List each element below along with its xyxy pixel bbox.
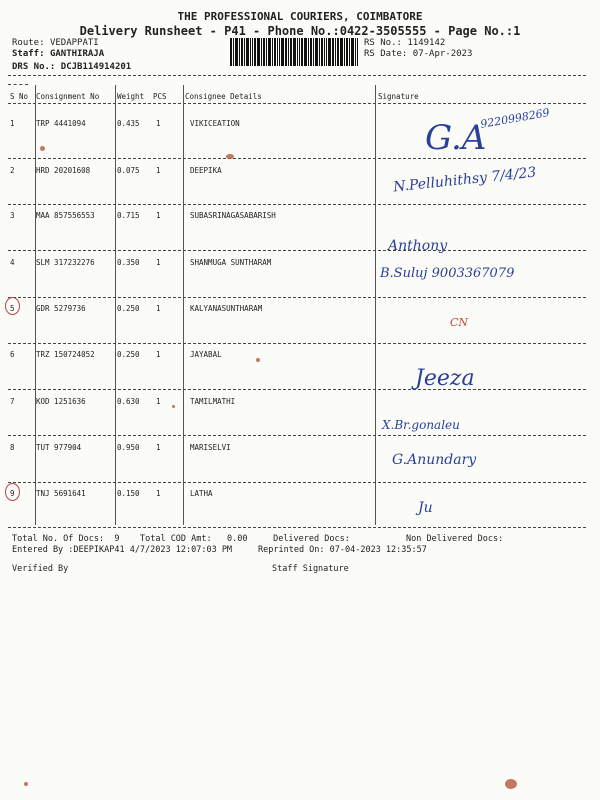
- row-weight: 0.250: [117, 350, 140, 359]
- footer-non-delivered: Non Delivered Docs:: [406, 534, 504, 544]
- row-pcs: 1: [156, 166, 161, 175]
- footer-reprinted: Reprinted On: 07-04-2023 12:35:57: [258, 545, 427, 555]
- row-sno: 3: [10, 211, 15, 220]
- column-header-divider: [8, 103, 586, 104]
- row-weight: 0.250: [117, 304, 140, 313]
- handwritten-signature: G.Anundary: [392, 452, 477, 468]
- row-consignment: TNJ 5691641: [36, 489, 86, 498]
- handwritten-circle: [5, 483, 20, 501]
- row-pcs: 1: [156, 119, 161, 128]
- row-divider: [8, 389, 586, 390]
- row-weight: 0.150: [117, 489, 140, 498]
- handwritten-signature: X.Br.gonaleu: [382, 418, 460, 432]
- row-pcs: 1: [156, 350, 161, 359]
- header-divider: [8, 75, 586, 76]
- row-consignment: TRZ 150724052: [36, 350, 95, 359]
- footer-totals: Total No. Of Docs: 9 Total COD Amt: 0.00 Delivered Docs:: [12, 534, 350, 544]
- stain: [40, 146, 45, 151]
- row-pcs: 1: [156, 443, 161, 452]
- stain: [172, 405, 175, 408]
- row-pcs: 1: [156, 397, 161, 406]
- row-consignee: SUBASRINAGASABARISH: [190, 211, 276, 220]
- col-consignment: Consignment No: [36, 92, 100, 101]
- rs-no-line: RS No.: 1149142: [364, 38, 446, 48]
- runsheet-subtitle: Delivery Runsheet - P41 - Phone No.:0422-3505555 - Page No.:1: [79, 24, 521, 38]
- row-divider: [8, 158, 586, 159]
- col-sno: S No: [10, 92, 29, 101]
- row-consignment: HRD 20201608: [36, 166, 91, 175]
- row-sno: 9: [10, 489, 15, 498]
- handwritten-phone: 9220998269: [479, 106, 551, 131]
- row-consignee: SHANMUGA SUNTHARAM: [190, 258, 272, 267]
- row-consignee: LATHA: [190, 489, 213, 498]
- col-signature: Signature: [378, 92, 419, 101]
- row-sno: 8: [10, 443, 15, 452]
- row-consignment: KOD 1251636: [36, 397, 86, 406]
- row-consignee: KALYANASUNTHARAM: [190, 304, 263, 313]
- row-pcs: 1: [156, 489, 161, 498]
- row-sno: 1: [10, 119, 15, 128]
- staff-signature-label: Staff Signature: [272, 564, 349, 574]
- stain: [505, 779, 517, 789]
- row-weight: 0.435: [117, 119, 140, 128]
- header-divider-short: [8, 84, 28, 85]
- row-weight: 0.350: [117, 258, 140, 267]
- handwritten-signature: CN: [450, 316, 469, 329]
- row-sno: 4: [10, 258, 15, 267]
- row-consignment: SLM 317232276: [36, 258, 95, 267]
- handwritten-signature: N.Pelluhithsy 7/4/23: [392, 164, 538, 196]
- row-pcs: 1: [156, 211, 161, 220]
- row-consignee: MARISELVI: [190, 443, 231, 452]
- col-pcs: PCS: [153, 92, 167, 101]
- row-divider: [8, 435, 586, 436]
- row-consignee: TAMILMATHI: [190, 397, 236, 406]
- handwritten-signature: Ju: [418, 500, 433, 516]
- row-consignee: DEEPIKA: [190, 166, 222, 175]
- row-sno: 2: [10, 166, 15, 175]
- col-weight: Weight: [117, 92, 145, 101]
- row-consignee: VIKICEATION: [190, 119, 240, 128]
- stain: [256, 358, 260, 362]
- row-divider: [8, 297, 586, 298]
- row-divider: [8, 343, 586, 344]
- stain: [24, 782, 28, 786]
- rs-date-line: RS Date: 07-Apr-2023: [364, 49, 473, 59]
- row-pcs: 1: [156, 304, 161, 313]
- barcode-image: [230, 38, 358, 66]
- row-weight: 0.075: [117, 166, 140, 175]
- row-weight: 0.950: [117, 443, 140, 452]
- row-consignment: TRP 4441094: [36, 119, 86, 128]
- row-consignment: TUT 977904: [36, 443, 82, 452]
- handwritten-signature: Anthony: [388, 238, 448, 254]
- row-weight: 0.715: [117, 211, 140, 220]
- row-weight: 0.630: [117, 397, 140, 406]
- row-consignee: JAYABAL: [190, 350, 222, 359]
- row-sno: 5: [10, 304, 15, 313]
- handwritten-signature: B.Suluj 9003367079: [380, 266, 515, 281]
- row-sno: 6: [10, 350, 15, 359]
- staff-line: Staff: GANTHIRAJA: [12, 49, 105, 59]
- row-divider: [8, 250, 586, 251]
- verified-by-label: Verified By: [12, 564, 69, 574]
- stain: [226, 154, 234, 159]
- row-divider: [8, 482, 586, 483]
- signature-mark: G.A: [425, 118, 487, 158]
- footer-entered-by: Entered By :DEEPIKAP41 4/7/2023 12:07:03 PM: [12, 545, 233, 555]
- route-line: Route: VEDAPPATI: [12, 38, 99, 48]
- handwritten-circle: [5, 297, 20, 315]
- company-title: THE PROFESSIONAL COURIERS, COIMBATORE: [177, 10, 423, 23]
- row-pcs: 1: [156, 258, 161, 267]
- column-headers: [8, 92, 586, 102]
- col-consignee: Consignee Details: [185, 92, 262, 101]
- row-consignment: MAA 857556553: [36, 211, 95, 220]
- drs-line: DRS No.: DCJB114914201: [12, 62, 132, 72]
- table-row: [8, 489, 586, 535]
- row-consignment: GDR 5279736: [36, 304, 86, 313]
- row-divider: [8, 527, 586, 528]
- row-divider: [8, 204, 586, 205]
- handwritten-signature: Jeeza: [415, 366, 475, 391]
- table-row: [8, 397, 586, 443]
- row-sno: 7: [10, 397, 15, 406]
